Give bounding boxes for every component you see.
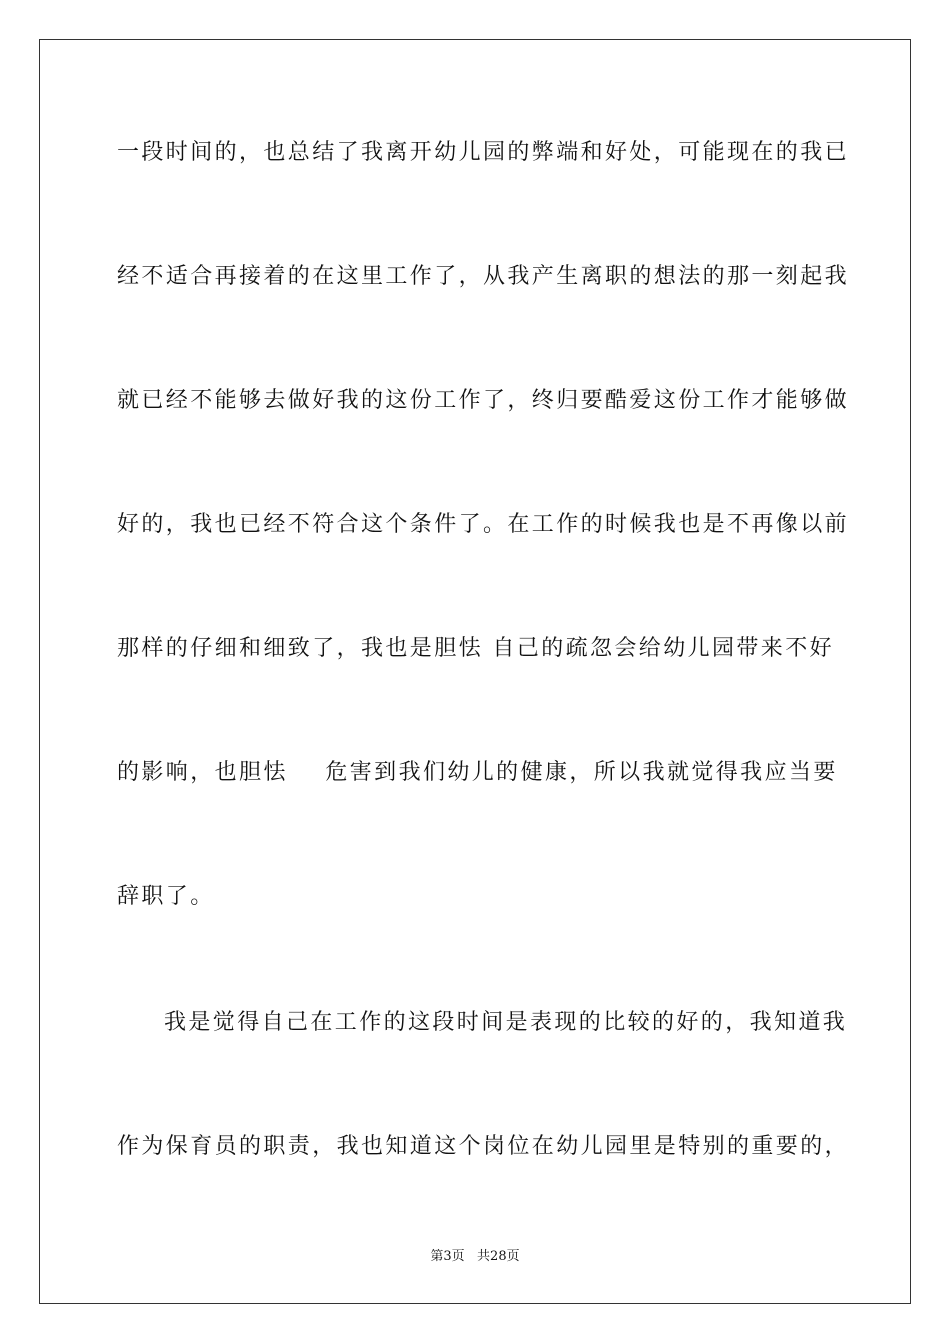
page-number-footer: 第3页 共28页: [430, 1249, 520, 1264]
text-line: 我是觉得自己在工作的这段时间是表现的比较的好的，我知道我: [164, 1010, 848, 1035]
text-line: 经不适合再接着的在这里工作了，从我产生离职的想法的那一刻起我: [117, 264, 850, 289]
text-line: 就已经不能够去做好我的这份工作了，终归要酷爱这份工作才能够做: [117, 388, 850, 413]
text-line: 的影响，也胆怯 危害到我们幼儿的健康，所以我就觉得我应当要: [117, 760, 838, 785]
page-border: [39, 39, 911, 1304]
text-line: 一段时间的，也总结了我离开幼儿园的弊端和好处，可能现在的我已: [117, 140, 850, 165]
text-line: 那样的仔细和细致了，我也是胆怯 自己的疏忽会给幼儿园带来不好: [117, 636, 834, 661]
text-line: 好的，我也已经不符合这个条件了。在工作的时候我也是不再像以前: [117, 512, 850, 537]
text-line: 作为保育员的职责，我也知道这个岗位在幼儿园里是特别的重要的，: [117, 1134, 850, 1159]
text-line: 辞职了。: [117, 884, 215, 909]
